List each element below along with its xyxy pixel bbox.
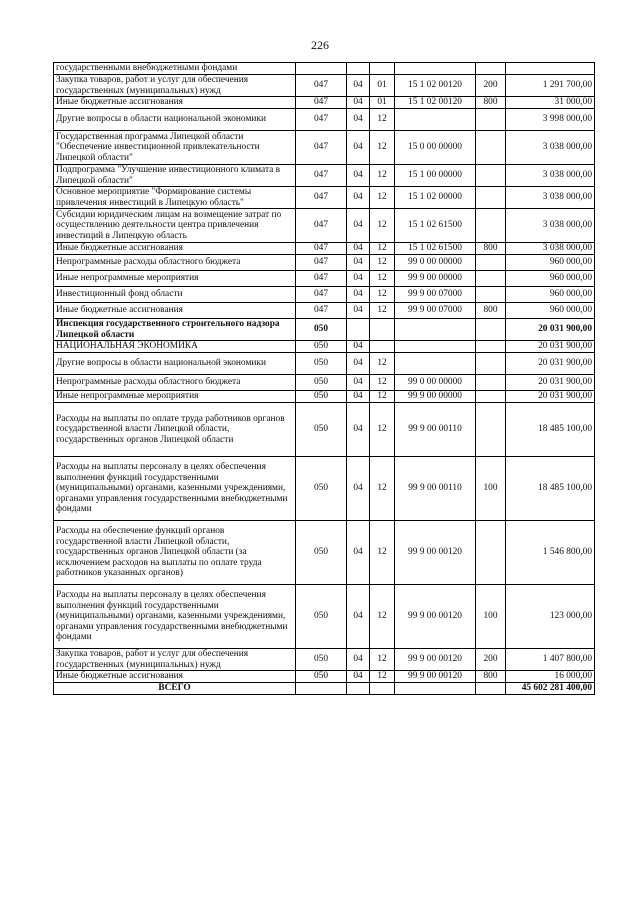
target-article-cell: 99 9 00 00120 [395, 649, 476, 671]
row-name-cell: НАЦИОНАЛЬНАЯ ЭКОНОМИКА [54, 341, 296, 353]
expense-type-cell [476, 187, 506, 209]
expense-type-cell [476, 255, 506, 271]
target-article-cell: 15 1 00 00000 [395, 165, 476, 187]
subsection-code-cell: 12 [370, 585, 395, 649]
section-code-cell: 04 [347, 209, 370, 243]
table-row [54, 521, 595, 585]
amount-cell: 20 031 900,00 [506, 375, 595, 391]
row-name-cell: государственными внебюджетными фондами [54, 63, 296, 75]
expense-type-cell [476, 165, 506, 187]
section-code-cell: 04 [347, 649, 370, 671]
ministry-code-cell: 050 [296, 341, 347, 353]
amount-cell: 3 038 000,00 [506, 165, 595, 187]
table-row [54, 403, 595, 457]
section-code-cell: 04 [347, 75, 370, 97]
table-row [54, 109, 595, 131]
section-code-cell: 04 [347, 403, 370, 457]
table-row [54, 585, 595, 649]
total-row [54, 683, 595, 695]
target-article-cell [395, 63, 476, 75]
table-row [54, 287, 595, 303]
amount-cell: 20 031 900,00 [506, 341, 595, 353]
target-article-cell [395, 341, 476, 353]
expense-type-cell [476, 319, 506, 341]
target-article-cell [395, 319, 476, 341]
amount-cell: 123 000,00 [506, 585, 595, 649]
amount-cell: 960 000,00 [506, 303, 595, 319]
expense-type-cell [476, 287, 506, 303]
section-code-cell: 04 [347, 341, 370, 353]
empty-cell [296, 683, 347, 695]
section-code-cell: 04 [347, 131, 370, 165]
section-code-cell: 04 [347, 391, 370, 403]
amount-cell: 18 485 100,00 [506, 457, 595, 521]
expense-type-cell [476, 353, 506, 375]
table-body [54, 63, 595, 695]
subsection-code-cell: 12 [370, 109, 395, 131]
subsection-code-cell [370, 63, 395, 75]
subsection-code-cell: 12 [370, 521, 395, 585]
ministry-code-cell: 050 [296, 671, 347, 683]
total-label: ВСЕГО [54, 683, 296, 695]
target-article-cell: 99 9 00 00000 [395, 271, 476, 287]
table-row [54, 255, 595, 271]
expense-type-cell: 100 [476, 457, 506, 521]
row-name-cell: Иные непрограммные мероприятия [54, 271, 296, 287]
total-amount: 45 602 281 400,00 [506, 683, 595, 695]
expense-type-cell [476, 375, 506, 391]
section-code-cell: 04 [347, 303, 370, 319]
table-row [54, 457, 595, 521]
row-name-cell: Расходы на выплаты персоналу в целях обеспечения выполнения функций государственными (муниципальными) органами, казенными учреждениями, органами управления государственными внебюджетными фондами [54, 585, 296, 649]
expense-type-cell [476, 63, 506, 75]
subsection-code-cell: 12 [370, 187, 395, 209]
target-article-cell [395, 353, 476, 375]
target-article-cell: 15 1 02 61500 [395, 209, 476, 243]
row-name-cell: Расходы на обеспечение функций органов государственной власти Липецкой области, государственных органов Липецкой области (за исключением расходов на выплаты по оплате труда работников указанных органов) [54, 521, 296, 585]
row-name-cell: Непрограммные расходы областного бюджета [54, 375, 296, 391]
section-code-cell: 04 [347, 271, 370, 287]
table-row [54, 63, 595, 75]
target-article-cell: 99 9 00 00000 [395, 391, 476, 403]
subsection-code-cell: 12 [370, 375, 395, 391]
subsection-code-cell [370, 341, 395, 353]
table-row [54, 671, 595, 683]
expense-type-cell: 200 [476, 75, 506, 97]
ministry-code-cell: 050 [296, 391, 347, 403]
expense-type-cell: 100 [476, 585, 506, 649]
row-name-cell: Непрограммные расходы областного бюджета [54, 255, 296, 271]
row-name-cell: Расходы на выплаты по оплате труда работников органов государственной власти Липецкой области, государственных органов Липецкой области [54, 403, 296, 457]
section-code-cell: 04 [347, 255, 370, 271]
target-article-cell: 99 9 00 07000 [395, 287, 476, 303]
expense-type-cell: 800 [476, 97, 506, 109]
table-row [54, 209, 595, 243]
target-article-cell: 15 1 02 00120 [395, 97, 476, 109]
ministry-code-cell: 047 [296, 165, 347, 187]
amount-cell: 20 031 900,00 [506, 319, 595, 341]
subsection-code-cell: 12 [370, 457, 395, 521]
table-row [54, 303, 595, 319]
ministry-code-cell: 050 [296, 457, 347, 521]
amount-cell: 960 000,00 [506, 271, 595, 287]
row-name-cell: Иные бюджетные ассигнования [54, 303, 296, 319]
amount-cell [506, 63, 595, 75]
ministry-code-cell: 050 [296, 353, 347, 375]
row-name-cell: Иные бюджетные ассигнования [54, 671, 296, 683]
amount-cell: 960 000,00 [506, 287, 595, 303]
expense-type-cell [476, 391, 506, 403]
ministry-code-cell: 050 [296, 319, 347, 341]
amount-cell: 20 031 900,00 [506, 391, 595, 403]
amount-cell: 3 038 000,00 [506, 209, 595, 243]
row-name-cell: Другие вопросы в области национальной экономики [54, 353, 296, 375]
row-name-cell: Основное мероприятие "Формирование системы привлечения инвестиций в Липецкую область" [54, 187, 296, 209]
amount-cell: 3 038 000,00 [506, 243, 595, 255]
row-name-cell: Иные бюджетные ассигнования [54, 97, 296, 109]
target-article-cell: 15 0 00 00000 [395, 131, 476, 165]
page-number: 226 [311, 38, 329, 52]
subsection-code-cell: 01 [370, 75, 395, 97]
row-name-cell: Инвестиционный фонд области [54, 287, 296, 303]
amount-cell: 31 000,00 [506, 97, 595, 109]
amount-cell: 18 485 100,00 [506, 403, 595, 457]
table-row [54, 649, 595, 671]
ministry-code-cell: 047 [296, 303, 347, 319]
table-row [54, 391, 595, 403]
table-row [54, 131, 595, 165]
target-article-cell: 99 9 00 00110 [395, 403, 476, 457]
section-code-cell: 04 [347, 187, 370, 209]
subsection-code-cell: 12 [370, 255, 395, 271]
amount-cell: 3 998 000,00 [506, 109, 595, 131]
target-article-cell [395, 109, 476, 131]
section-code-cell: 04 [347, 97, 370, 109]
section-code-cell: 04 [347, 109, 370, 131]
table-row [54, 319, 595, 341]
row-name-cell: Субсидии юридическим лицам на возмещение затрат по осуществлению деятельности центра привлечения инвестиций в Липецкую область [54, 209, 296, 243]
subsection-code-cell: 12 [370, 303, 395, 319]
target-article-cell: 99 9 00 00120 [395, 671, 476, 683]
table-row [54, 243, 595, 255]
target-article-cell: 99 0 00 00000 [395, 375, 476, 391]
section-code-cell: 04 [347, 671, 370, 683]
subsection-code-cell: 12 [370, 165, 395, 187]
empty-cell [476, 683, 506, 695]
subsection-code-cell: 01 [370, 97, 395, 109]
ministry-code-cell [296, 63, 347, 75]
expense-type-cell: 200 [476, 649, 506, 671]
row-name-cell: Закупка товаров, работ и услуг для обеспечения государственных (муниципальных) нужд [54, 75, 296, 97]
subsection-code-cell: 12 [370, 209, 395, 243]
amount-cell: 1 546 800,00 [506, 521, 595, 585]
ministry-code-cell: 047 [296, 287, 347, 303]
expense-type-cell [476, 131, 506, 165]
section-code-cell: 04 [347, 585, 370, 649]
subsection-code-cell: 12 [370, 649, 395, 671]
table-row [54, 165, 595, 187]
subsection-code-cell: 12 [370, 671, 395, 683]
section-code-cell: 04 [347, 521, 370, 585]
target-article-cell: 99 9 00 00110 [395, 457, 476, 521]
target-article-cell: 99 9 00 00120 [395, 585, 476, 649]
row-name-cell: Иные бюджетные ассигнования [54, 243, 296, 255]
target-article-cell: 15 1 02 00000 [395, 187, 476, 209]
empty-cell [370, 683, 395, 695]
empty-cell [395, 683, 476, 695]
expense-type-cell [476, 271, 506, 287]
ministry-code-cell: 050 [296, 649, 347, 671]
table-row [54, 187, 595, 209]
amount-cell: 3 038 000,00 [506, 187, 595, 209]
table-row [54, 75, 595, 97]
row-name-cell: Инспекция государственного строительного надзора Липецкой области [54, 319, 296, 341]
table-row [54, 271, 595, 287]
expense-type-cell [476, 209, 506, 243]
section-code-cell: 04 [347, 165, 370, 187]
amount-cell: 960 000,00 [506, 255, 595, 271]
amount-cell: 3 038 000,00 [506, 131, 595, 165]
row-name-cell: Расходы на выплаты персоналу в целях обеспечения выполнения функций государственными (муниципальными) органами, казенными учреждениями, органами управления государственными внебюджетными фондами [54, 457, 296, 521]
row-name-cell: Другие вопросы в области национальной экономики [54, 109, 296, 131]
expense-type-cell: 800 [476, 243, 506, 255]
section-code-cell: 04 [347, 375, 370, 391]
row-name-cell: Государственная программа Липецкой области "Обеспечение инвестиционной привлекательности Липецкой области" [54, 131, 296, 165]
ministry-code-cell: 047 [296, 255, 347, 271]
ministry-code-cell: 047 [296, 131, 347, 165]
amount-cell: 1 291 700,00 [506, 75, 595, 97]
target-article-cell: 99 9 00 00120 [395, 521, 476, 585]
subsection-code-cell: 12 [370, 353, 395, 375]
target-article-cell: 99 0 00 00000 [395, 255, 476, 271]
ministry-code-cell: 047 [296, 97, 347, 109]
expense-type-cell [476, 403, 506, 457]
ministry-code-cell: 047 [296, 243, 347, 255]
section-code-cell: 04 [347, 353, 370, 375]
table-row [54, 375, 595, 391]
row-name-cell: Подпрограмма "Улучшение инвестиционного климата в Липецкой области" [54, 165, 296, 187]
ministry-code-cell: 050 [296, 521, 347, 585]
amount-cell: 16 000,00 [506, 671, 595, 683]
section-code-cell: 04 [347, 457, 370, 521]
target-article-cell: 15 1 02 61500 [395, 243, 476, 255]
subsection-code-cell: 12 [370, 271, 395, 287]
ministry-code-cell: 047 [296, 187, 347, 209]
empty-cell [347, 683, 370, 695]
expense-type-cell [476, 521, 506, 585]
expense-type-cell: 800 [476, 303, 506, 319]
amount-cell: 20 031 900,00 [506, 353, 595, 375]
row-name-cell: Закупка товаров, работ и услуг для обеспечения государственных (муниципальных) нужд [54, 649, 296, 671]
table-row [54, 341, 595, 353]
section-code-cell [347, 319, 370, 341]
subsection-code-cell [370, 319, 395, 341]
target-article-cell: 99 9 00 07000 [395, 303, 476, 319]
section-code-cell: 04 [347, 287, 370, 303]
ministry-code-cell: 047 [296, 109, 347, 131]
subsection-code-cell: 12 [370, 243, 395, 255]
ministry-code-cell: 050 [296, 375, 347, 391]
expense-type-cell: 800 [476, 671, 506, 683]
table-row [54, 353, 595, 375]
ministry-code-cell: 050 [296, 403, 347, 457]
target-article-cell: 15 1 02 00120 [395, 75, 476, 97]
ministry-code-cell: 047 [296, 75, 347, 97]
row-name-cell: Иные непрограммные мероприятия [54, 391, 296, 403]
ministry-code-cell: 047 [296, 209, 347, 243]
ministry-code-cell: 050 [296, 585, 347, 649]
subsection-code-cell: 12 [370, 391, 395, 403]
expense-type-cell [476, 109, 506, 131]
ministry-code-cell: 047 [296, 271, 347, 287]
section-code-cell: 04 [347, 243, 370, 255]
table-row [54, 97, 595, 109]
expense-type-cell [476, 341, 506, 353]
subsection-code-cell: 12 [370, 131, 395, 165]
section-code-cell [347, 63, 370, 75]
subsection-code-cell: 12 [370, 403, 395, 457]
subsection-code-cell: 12 [370, 287, 395, 303]
amount-cell: 1 407 800,00 [506, 649, 595, 671]
budget-table [53, 62, 595, 695]
